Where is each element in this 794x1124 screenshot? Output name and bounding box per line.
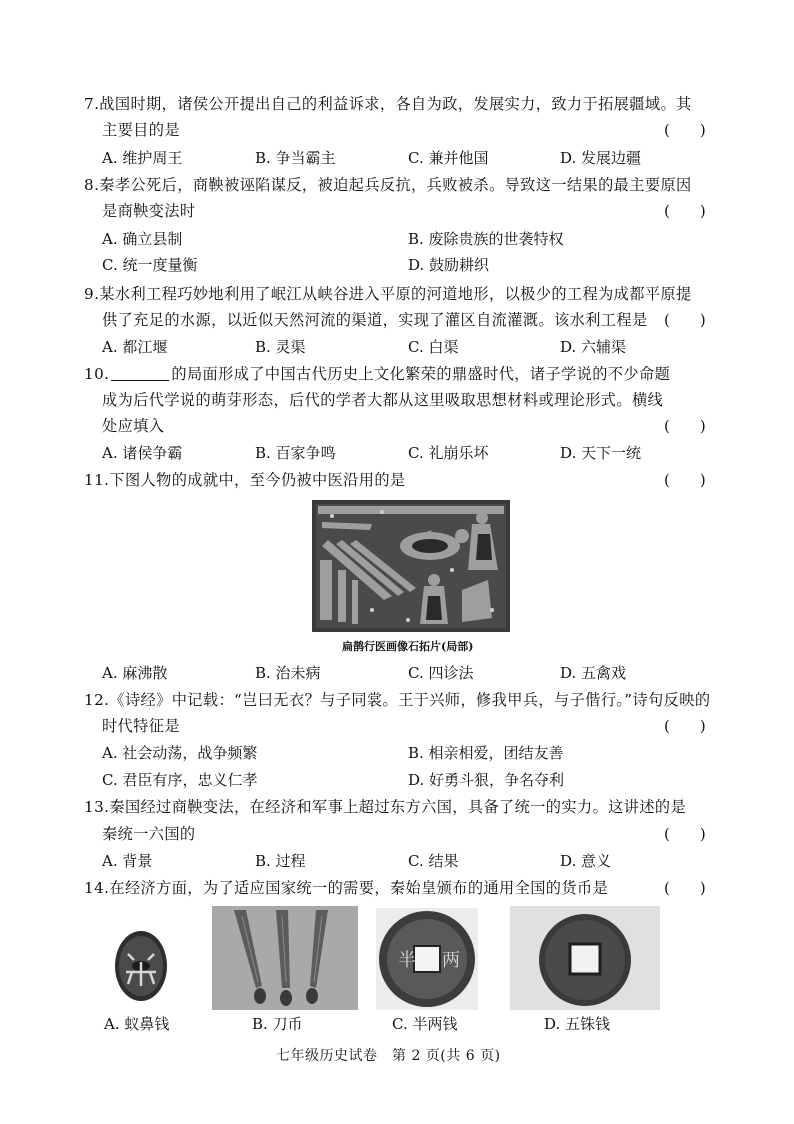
q14-option-d[interactable]: D. 五铢钱 [544, 1015, 611, 1033]
q7-stem-line1: 7.战国时期，诸侯公开提出自己的利益诉求，各自为政，发展实力，致力于拓展疆域。其 [84, 95, 692, 113]
q11-option-d[interactable]: D. 五禽戏 [560, 664, 627, 682]
q8-option-c[interactable]: C. 统一度量衡 [102, 256, 198, 274]
q13-stem-line1: 13.秦国经过商鞅变法，在经济和军事上超过东方六国，具备了统一的实力。这讲述的是 [84, 798, 687, 816]
q12-option-c[interactable]: C. 君臣有序，忠义仁孝 [102, 771, 258, 789]
wuzhu-coin-image [510, 906, 660, 1010]
q9-option-d[interactable]: D. 六辅渠 [560, 338, 627, 356]
q10-number: 10. [84, 365, 110, 383]
q12-option-d[interactable]: D. 好勇斗狠，争名夺利 [408, 771, 565, 789]
q13-option-c[interactable]: C. 结果 [408, 852, 459, 870]
q11-answer-paren[interactable]: ( ) [664, 471, 706, 489]
bianque-stone-rubbing-image [312, 500, 510, 632]
q10-option-a[interactable]: A. 诸侯争霸 [102, 444, 183, 462]
q7-option-b[interactable]: B. 争当霸主 [255, 149, 336, 167]
q8-option-d[interactable]: D. 鼓励耕织 [408, 256, 490, 274]
coin-c-char-right: 两 [442, 950, 460, 971]
q14-option-c[interactable]: C. 半两钱 [392, 1015, 458, 1033]
q10-stem-line3: 处应填入 [102, 417, 165, 435]
q13-answer-paren[interactable]: ( ) [664, 825, 706, 843]
page-footer: 七年级历史试卷 第 2 页(共 6 页) [276, 1048, 501, 1064]
q11-figure-caption: 扁鹊行医画像石拓片(局部) [342, 640, 474, 653]
q14-stem-line1: 14.在经济方面，为了适应国家统一的需要，秦始皇颁布的通用全国的货币是 [84, 879, 609, 897]
coin-c-char-left: 半 [398, 950, 416, 971]
ant-nose-coin-image [112, 926, 170, 1004]
banliang-coin-image [376, 908, 478, 1010]
q10-stem-line1 [84, 364, 670, 384]
q8-option-b[interactable]: B. 废除贵族的世袭特权 [408, 230, 564, 248]
q13-option-b[interactable]: B. 过程 [255, 852, 306, 870]
q9-stem-line1: 9.某水利工程巧妙地利用了岷江从峡谷进入平原的河道地形，以极少的工程为成都平原提 [84, 285, 692, 303]
q10-fill-blank[interactable] [111, 366, 169, 381]
q10-answer-paren[interactable]: ( ) [664, 417, 706, 435]
q14-option-b[interactable]: B. 刀币 [252, 1015, 303, 1033]
q7-answer-paren[interactable]: ( ) [664, 121, 706, 139]
q12-answer-paren[interactable]: ( ) [664, 717, 706, 735]
q14-answer-paren[interactable]: ( ) [664, 879, 706, 897]
q7-option-d[interactable]: D. 发展边疆 [560, 149, 642, 167]
q11-option-b[interactable]: B. 治未病 [255, 664, 321, 682]
q13-option-d[interactable]: D. 意义 [560, 852, 612, 870]
q7-option-a[interactable]: A. 维护周王 [102, 149, 183, 167]
q10-stem-line2: 成为后代学说的萌芽形态，后代的学者大都从这里吸取思想材料或理论形式。横线 [102, 391, 664, 409]
q9-option-c[interactable]: C. 白渠 [408, 338, 459, 356]
q13-option-a[interactable]: A. 背景 [102, 852, 153, 870]
q14-option-a[interactable]: A. 蚁鼻钱 [104, 1015, 170, 1033]
q12-option-b[interactable]: B. 相亲相爱，团结友善 [408, 744, 564, 762]
q10-option-d[interactable]: D. 天下一统 [560, 444, 642, 462]
q10-stem-line1-text: 的局面形成了中国古代历史上文化繁荣的鼎盛时代，诸子学说的不少命题 [171, 365, 671, 383]
q12-stem-line1: 12.《诗经》中记载：“岂曰无衣？与子同裳。王于兴师，修我甲兵，与子偕行。”诗句反映的 [84, 691, 711, 709]
q12-stem-line2: 时代特征是 [102, 717, 180, 735]
q9-option-b[interactable]: B. 灵渠 [255, 338, 306, 356]
knife-money-image [212, 906, 358, 1010]
q11-option-a[interactable]: A. 麻沸散 [102, 664, 168, 682]
q9-stem-line2: 供了充足的水源，以近似天然河流的渠道，实现了灌区自流灌溉。该水利工程是 [102, 311, 648, 329]
q8-stem-line2: 是商鞅变法时 [102, 202, 196, 220]
q11-option-c[interactable]: C. 四诊法 [408, 664, 474, 682]
q10-option-b[interactable]: B. 百家争鸣 [255, 444, 336, 462]
q7-option-c[interactable]: C. 兼并他国 [408, 149, 489, 167]
q8-stem-line1: 8.秦孝公死后，商鞅被诬陷谋反，被迫起兵反抗，兵败被杀。导致这一结果的最主要原因 [84, 176, 692, 194]
q8-option-a[interactable]: A. 确立县制 [102, 230, 183, 248]
q9-option-a[interactable]: A. 都江堰 [102, 338, 168, 356]
q12-option-a[interactable]: A. 社会动荡，战争频繁 [102, 744, 258, 762]
q13-stem-line2: 秦统一六国的 [102, 825, 196, 843]
q11-stem-line1: 11.下图人物的成就中，至今仍被中医沿用的是 [84, 471, 406, 489]
q9-answer-paren[interactable]: ( ) [664, 311, 706, 329]
q10-option-c[interactable]: C. 礼崩乐坏 [408, 444, 489, 462]
q8-answer-paren[interactable]: ( ) [664, 202, 706, 220]
q7-stem-line2: 主要目的是 [102, 121, 180, 139]
